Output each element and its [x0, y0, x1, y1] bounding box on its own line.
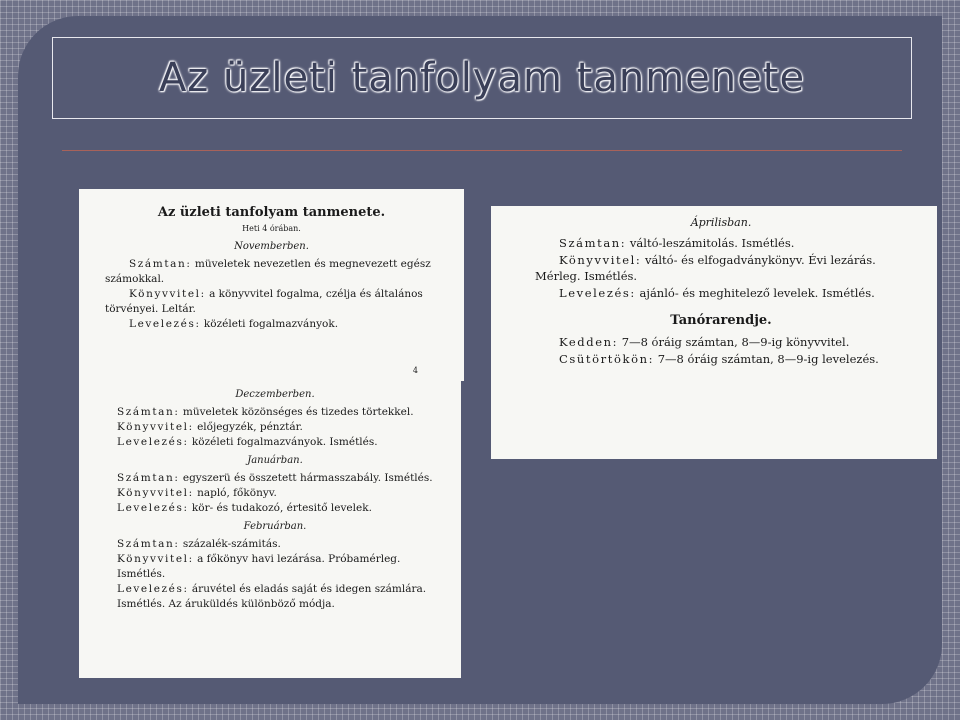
nov-levelezes-line: [105, 317, 438, 332]
scan-left-bottom: [79, 381, 461, 678]
feb-levelezes-line: [117, 582, 433, 612]
scan-left-top: [79, 189, 464, 381]
feb-konyvvitel-line: [117, 552, 433, 582]
subject-text: a könyvvitel fogalma, czélja és általános törvényei. Leltár.: [105, 288, 423, 315]
subject-text: ajánló- és meghitelező levelek. Ismétlés.: [635, 285, 875, 300]
apr-levelezes-line: [535, 285, 907, 302]
subject-label: Számtan:: [129, 258, 192, 270]
subject-label: Számtan:: [117, 406, 180, 418]
subject-text: közéleti fogalmazványok.: [200, 318, 339, 330]
jan-levelezes-line: [117, 501, 433, 516]
subject-label: Levelezés:: [117, 502, 189, 514]
subject-label: Könyvvitel:: [129, 288, 206, 300]
day-text: 7—8 óráig számtan, 8—9-ig könyvvitel.: [618, 335, 850, 349]
subject-label: Könyvvitel:: [117, 487, 194, 499]
jan-szamtan-line: [117, 471, 433, 486]
day-label: Csütörtökön:: [559, 351, 655, 366]
subject-label: Levelezés:: [117, 583, 189, 595]
subject-text: napló, főkönyv.: [193, 487, 277, 499]
kedden-line: [535, 334, 907, 351]
document-subheading: Heti 4 órában.: [242, 224, 301, 233]
month-heading-december: Deczemberben.: [235, 389, 315, 400]
month-heading-april: Áprilisban.: [690, 216, 752, 229]
subject-text: müveletek nevezetlen és megnevezett egész számokkal.: [105, 258, 431, 285]
csutortokon-line: [535, 351, 907, 368]
subject-label: Számtan:: [117, 538, 180, 550]
month-heading-february: Februárban.: [243, 521, 307, 532]
document-heading: Az üzleti tanfolyam tanmenete.: [157, 205, 386, 220]
subject-text: egyszerü és összetett hármasszabály. Ismétlés.: [179, 472, 433, 484]
dec-szamtan-line: [117, 405, 433, 420]
subject-text: váltó- és elfogadványkönyv. Évi lezárás. Mérleg. Ismétlés.: [535, 252, 876, 283]
feb-szamtan-line: [117, 537, 433, 552]
subject-label: Könyvvitel:: [117, 553, 194, 565]
month-heading-january: Januárban.: [247, 455, 303, 466]
subject-label: Könyvvitel:: [117, 421, 194, 433]
dec-konyvvitel-line: [117, 420, 433, 435]
timetable-heading: Tanórarendje.: [670, 313, 772, 328]
slide-title: Az üzleti tanfolyam tanmenete: [158, 55, 806, 101]
subject-label: Számtan:: [117, 472, 180, 484]
month-heading-november: Novemberben.: [234, 241, 309, 252]
subject-text: előjegyzék, pénztár.: [193, 421, 303, 433]
subject-text: váltó-leszámitolás. Ismétlés.: [626, 236, 795, 250]
nov-szamtan-line: [105, 257, 438, 287]
day-label: Kedden:: [559, 335, 619, 349]
jan-konyvvitel-line: [117, 486, 433, 501]
day-text: 7—8 óráig számtan, 8—9-ig levelezés.: [654, 351, 879, 366]
subject-label: Levelezés:: [129, 318, 201, 330]
subject-label: Könyvvitel:: [559, 252, 642, 267]
nov-konyvvitel-line: [105, 287, 438, 317]
subject-text: kör- és tudakozó, értesitő levelek.: [188, 502, 372, 514]
subject-label: Levelezés:: [117, 436, 189, 448]
subject-text: áruvétel és eladás saját és idegen számlára. Ismétlés. Az áruküldés különböző módja.: [117, 583, 427, 610]
title-box: [52, 37, 912, 119]
subject-text: százalék-számitás.: [179, 538, 281, 550]
title-divider: [62, 150, 902, 151]
subject-text: a főkönyv havi lezárása. Próbamérleg. Ismétlés.: [117, 553, 401, 580]
apr-szamtan-line: [535, 235, 907, 252]
subject-text: közéleti fogalmazványok. Ismétlés.: [188, 436, 378, 448]
apr-konyvvitel-line: [535, 252, 907, 285]
subject-label: Számtan:: [559, 236, 627, 250]
page-number: 4: [412, 366, 418, 375]
dec-levelezes-line: [117, 435, 433, 450]
subject-text: müveletek közönséges és tizedes törtekkel.: [179, 406, 414, 418]
subject-label: Levelezés:: [559, 285, 636, 300]
scan-right: [491, 206, 937, 459]
